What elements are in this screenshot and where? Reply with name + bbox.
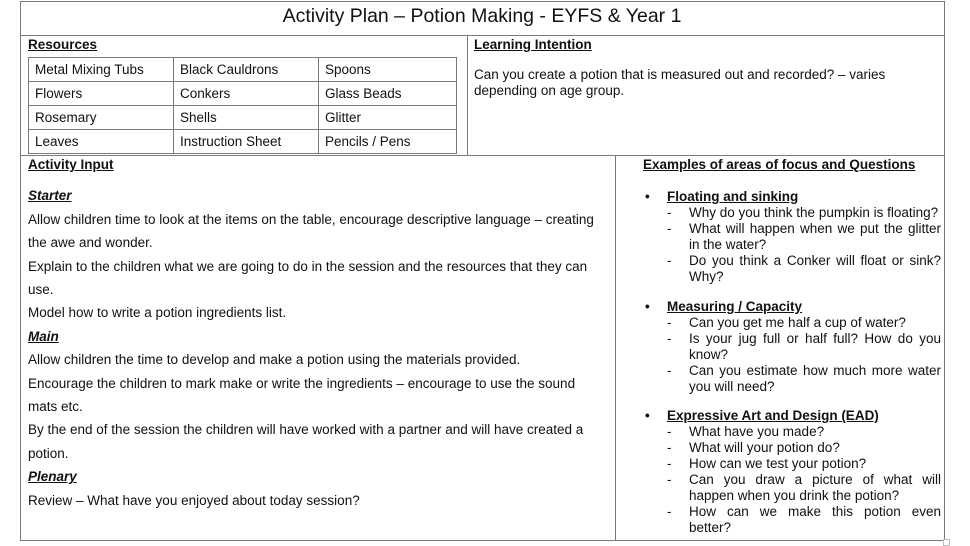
table-cell: Glitter xyxy=(319,106,457,130)
table-cell: Pencils / Pens xyxy=(319,130,457,154)
bullet-icon: • xyxy=(645,408,650,423)
question-item: - Is your jug full or half full? How do you know? xyxy=(667,331,941,362)
activity-line: Model how to write a potion ingredients list. xyxy=(28,305,287,320)
table-cell: Metal Mixing Tubs xyxy=(29,58,174,82)
frame-bottom xyxy=(20,540,945,541)
activity-line: the awe and wonder. xyxy=(28,235,153,250)
activity-line: potion. xyxy=(28,446,69,461)
table-cell: Spoons xyxy=(319,58,457,82)
focus-title: • Expressive Art and Design (EAD) xyxy=(645,408,879,423)
focus-section xyxy=(643,408,941,536)
middle-divider xyxy=(20,155,945,156)
table-cell: Black Cauldrons xyxy=(174,58,319,82)
learning-intention-heading: Learning Intention xyxy=(474,37,592,52)
question-item: - Can you draw a picture of what will happen when you drink the potion? xyxy=(667,472,941,503)
resources-heading: Resources xyxy=(28,37,98,52)
starter-heading: Starter xyxy=(28,188,72,203)
bullet-icon: • xyxy=(645,189,650,204)
table-row xyxy=(29,58,457,82)
activity-line: Allow children the time to develop and make a potion using the materials provided. xyxy=(28,352,521,367)
learning-intention-line: Can you create a potion that is measured out and recorded? – varies xyxy=(474,67,886,82)
question-item: - How can we make this potion even better? xyxy=(667,504,941,535)
table-row xyxy=(29,106,457,130)
question-item: - What will happen when we put the glitter in the water? xyxy=(667,221,941,252)
table-cell: Flowers xyxy=(29,82,174,106)
question-item: - What have you made? xyxy=(667,424,825,439)
bullet-icon: • xyxy=(645,299,650,314)
activity-line: By the end of the session the children will have worked with a partner and will have created a xyxy=(28,422,584,437)
question-item: - What will your potion do? xyxy=(667,440,840,455)
table-cell: Conkers xyxy=(174,82,319,106)
question-item: - Why do you think the pumpkin is floating? xyxy=(667,205,939,220)
table-cell: Rosemary xyxy=(29,106,174,130)
table-cell: Glass Beads xyxy=(319,82,457,106)
question-item: - Do you think a Conker will float or sink? Why? xyxy=(667,253,941,284)
focus-title: • Measuring / Capacity xyxy=(645,299,803,314)
table-cell: Shells xyxy=(174,106,319,130)
activity-line: Allow children time to look at the items on the table, encourage descriptive language – creating xyxy=(28,212,594,227)
question-item: - Can you estimate how much more water you will need? xyxy=(667,363,941,394)
resources-table xyxy=(28,57,457,154)
table-cell: Leaves xyxy=(29,130,174,154)
activity-line: mats etc. xyxy=(28,399,83,414)
top-middle-divider xyxy=(467,35,468,156)
focus-section xyxy=(643,299,941,395)
page-title: Activity Plan – Potion Making - EYFS & Year 1 xyxy=(282,5,682,27)
frame-left xyxy=(20,1,21,541)
table-row xyxy=(29,130,457,154)
table-cell: Instruction Sheet xyxy=(174,130,319,154)
activity-line: Encourage the children to mark make or write the ingredients – encourage to use the sound xyxy=(28,376,576,391)
examples-heading: Examples of areas of focus and Questions xyxy=(643,157,916,172)
learning-intention-line: depending on age group. xyxy=(474,83,625,98)
focus-section xyxy=(643,189,941,285)
main-heading: Main xyxy=(28,329,59,344)
frame-right xyxy=(944,1,945,541)
bottom-middle-divider xyxy=(615,155,616,541)
corner-marker xyxy=(943,539,950,546)
question-item: - Can you get me half a cup of water? xyxy=(667,315,906,330)
focus-title: • Floating and sinking xyxy=(645,189,799,204)
activity-line: Explain to the children what we are going to do in the session and the resources that they can xyxy=(28,259,588,274)
activity-line: Review – What have you enjoyed about today session? xyxy=(28,493,360,508)
question-item: - How can we test your potion? xyxy=(667,456,867,471)
table-row xyxy=(29,82,457,106)
plenary-heading: Plenary xyxy=(28,469,77,484)
activity-line: use. xyxy=(28,282,54,297)
activity-input-heading: Activity Input xyxy=(28,157,114,172)
title-divider xyxy=(20,35,945,36)
